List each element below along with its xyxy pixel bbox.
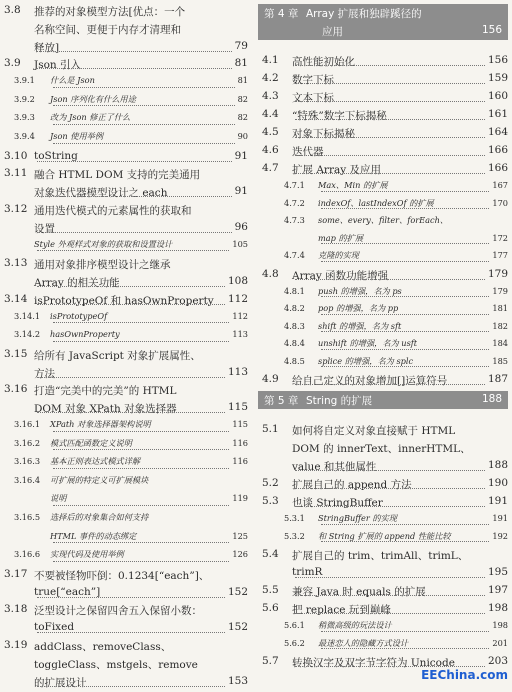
- toc-leader-dots: [37, 232, 232, 233]
- toc-leader-dots: [37, 686, 225, 687]
- toc-entry-title: 对象下标揭秘: [292, 128, 355, 140]
- toc-entry[interactable]: [258, 373, 508, 391]
- toc-leader-dots: [295, 83, 485, 84]
- toc-entry-title: map 的扩展: [318, 232, 364, 243]
- toc-entry[interactable]: [0, 75, 248, 94]
- toc-entry-title: toFixed: [34, 621, 75, 634]
- toc-entry-number: 4.8.5: [284, 355, 305, 366]
- chapter-title: 应用: [322, 26, 343, 38]
- toc-entry[interactable]: [0, 257, 248, 293]
- toc-entry-page: 170: [492, 197, 508, 208]
- chapter-label: 第 4 章: [264, 8, 299, 20]
- toc-leader-dots: [37, 51, 232, 52]
- toc-leader-dots: [321, 208, 489, 209]
- toc-entry-page: 126: [232, 549, 248, 560]
- toc-entry-number: 3.12: [4, 203, 28, 215]
- toc-leader-dots: [53, 561, 229, 562]
- toc-entry-title: 稍微高级的玩法设计: [318, 620, 392, 630]
- toc-entry-number: 3.9.1: [14, 75, 35, 86]
- toc-entry-title: 不要被怪物吓倒：0.1234[“each”]、: [34, 569, 210, 582]
- toc-entry[interactable]: [258, 72, 508, 90]
- toc-leader-dots: [295, 470, 485, 471]
- toc-entry-page: 115: [227, 401, 248, 414]
- toc-entry[interactable]: [0, 456, 248, 475]
- toc-entry[interactable]: [0, 131, 248, 150]
- toc-leader-dots: [321, 296, 489, 297]
- toc-entry-title: 克隆的实现: [318, 250, 359, 260]
- toc-entry-title: 通用对象排序模型设计之继承: [34, 259, 171, 272]
- toc-entry-number: 5.2: [262, 477, 279, 489]
- toc-entry-number: 5.6.2: [284, 637, 305, 648]
- toc-entry-number: 5.3.1: [284, 513, 305, 523]
- toc-entry-number: 3.14.2: [14, 329, 41, 340]
- toc-entry-number: 4.8.2: [284, 303, 305, 313]
- toc-entry-number: 3.16: [4, 383, 28, 396]
- toc-leader-dots: [295, 384, 485, 385]
- toc-leader-dots: [321, 243, 489, 244]
- toc-entry-number: 3.16.1: [14, 419, 41, 429]
- toc-entry[interactable]: [258, 162, 508, 180]
- toc-entry-number: 3.10: [4, 149, 28, 162]
- toc-entry-number: 3.16.4: [14, 474, 41, 485]
- toc-entry-title: shift 的增强，名为 sft: [318, 320, 402, 331]
- toc-entry-page: 164: [487, 126, 508, 138]
- toc-entry[interactable]: [0, 568, 248, 604]
- toc-entry-page: 177: [492, 250, 508, 260]
- toc-entry[interactable]: [258, 423, 508, 477]
- toc-entry-number: 4.9: [262, 373, 279, 385]
- toc-entry-page: 198: [487, 602, 508, 614]
- toc-entry[interactable]: [0, 329, 248, 348]
- toc-entry-title: “特殊”数字下标揭秘: [292, 110, 387, 122]
- toc-entry-number: 3.16.5: [14, 512, 41, 522]
- toc-entry-page: 197: [487, 584, 508, 596]
- toc-leader-dots: [295, 506, 485, 507]
- toc-leader-dots: [53, 124, 235, 125]
- toc-entry-title: indexOf、lastIndexOf 的扩展: [318, 197, 434, 208]
- toc-entry-number: 4.7.2: [284, 197, 305, 208]
- toc-entry-number: 3.8: [4, 4, 21, 16]
- toc-leader-dots: [53, 143, 235, 144]
- toc-entry-page: 112: [232, 310, 248, 321]
- toc-entry-page: 187: [487, 373, 508, 385]
- toc-entry-title: DOM 对象 XPath 对象选择器: [34, 403, 177, 416]
- toc-leader-dots: [295, 137, 485, 138]
- toc-entry-title: 扩展 Array 及应用: [292, 164, 381, 176]
- toc-entry-page: 181: [492, 303, 508, 313]
- toc-leader-dots: [53, 449, 229, 450]
- toc-entry-number: 5.1: [262, 423, 279, 435]
- toc-entry[interactable]: [258, 198, 508, 216]
- toc-leader-dots: [37, 161, 232, 162]
- toc-entry[interactable]: [0, 475, 248, 512]
- toc-entry-page: 188: [487, 459, 508, 471]
- toc-entry[interactable]: [0, 167, 248, 203]
- toc-entry-title: 实现代码及使用举例: [50, 549, 124, 560]
- toc-leader-dots: [37, 377, 225, 378]
- toc-entry-page: 191: [492, 513, 508, 523]
- toc-leader-dots: [37, 250, 229, 251]
- toc-entry-title: StringBuffer 的实现: [318, 513, 397, 523]
- chapter-heading: [258, 391, 508, 409]
- toc-entry-number: 4.7.1: [284, 180, 305, 190]
- toc-leader-dots: [53, 341, 229, 342]
- toc-leader-dots: [53, 505, 229, 506]
- toc-entry-number: 4.8.3: [284, 320, 305, 331]
- toc-entry-title: 把 replace 玩到巅峰: [292, 604, 391, 616]
- toc-entry-number: 3.15: [4, 347, 28, 360]
- toc-entry[interactable]: [0, 94, 248, 113]
- toc-entry-title: 可扩展的特定义可扩展模块: [50, 474, 149, 485]
- toc-entry[interactable]: [258, 548, 508, 584]
- toc-entry-title: 打造“完美中的完美”的 HTML: [34, 385, 177, 398]
- toc-entry-title: 扩展自己的 append 方法: [292, 479, 412, 491]
- toc-leader-dots: [321, 648, 489, 649]
- toc-leader-dots: [321, 314, 489, 315]
- toc-entry-number: 3.19: [4, 639, 28, 651]
- toc-leader-dots: [37, 632, 225, 633]
- toc-entry-title: Style 外观样式对象的获取和设置设计: [34, 238, 173, 249]
- toc-entry-page: 203: [487, 655, 508, 667]
- toc-entry-title: 方法: [34, 367, 55, 380]
- toc-leader-dots: [37, 196, 232, 197]
- toc-entry-page: 112: [227, 292, 248, 305]
- toc-entry-page: 108: [227, 274, 248, 287]
- toc-entry[interactable]: [258, 513, 508, 531]
- chapter-heading: [258, 4, 508, 40]
- toc-entry[interactable]: [0, 419, 248, 438]
- toc-entry-number: 4.8: [262, 267, 279, 280]
- toc-entry-page: 172: [492, 232, 508, 243]
- toc-entry[interactable]: [258, 531, 508, 549]
- toc-entry-number: 4.7.3: [284, 215, 305, 225]
- toc-leader-dots: [321, 331, 489, 332]
- toc-leader-dots: [295, 595, 485, 596]
- toc-entry[interactable]: [258, 602, 508, 620]
- toc-entry-title: hasOwnProperty: [50, 329, 120, 340]
- toc-entry[interactable]: [258, 250, 508, 268]
- toc-entry-page: 152: [227, 585, 248, 598]
- toc-entry-title: 如何将自定义对象直接赋于 HTML: [292, 425, 456, 437]
- chapter-page: 156: [481, 24, 502, 36]
- toc-entry-number: 3.16.2: [14, 437, 41, 448]
- toc-entry-page: 116: [232, 437, 248, 448]
- toc-entry-number: 5.7: [262, 655, 279, 667]
- toc-entry-page: 79: [234, 39, 248, 52]
- toc-entry-title: 最迷恋人的隐藏方式设计: [318, 637, 409, 648]
- toc-entry[interactable]: [0, 112, 248, 131]
- toc-entry-title: 模式匹配函数定义说明: [50, 437, 132, 448]
- chapter-title: Array 扩展和独辟蹊径的: [306, 8, 422, 20]
- toc-entry-title: 说明: [50, 493, 67, 504]
- toc-entry-title: 的扩展设计: [34, 676, 87, 689]
- toc-entry[interactable]: [0, 239, 248, 258]
- toc-entry-title: 推荐的对象模型方法[优点：一个: [34, 6, 186, 18]
- toc-entry[interactable]: [258, 144, 508, 162]
- toc-leader-dots: [321, 524, 489, 525]
- toc-entry-number: 3.13: [4, 257, 28, 270]
- toc-entry-title: splice 的增强，名为 splc: [318, 355, 414, 366]
- toc-entry-title: unshift 的增强，名为 usft: [318, 338, 418, 348]
- toc-leader-dots: [321, 366, 489, 367]
- toc-entry[interactable]: [258, 356, 508, 374]
- toc-leader-dots: [37, 68, 232, 69]
- toc-entry-number: 4.7.4: [284, 250, 305, 260]
- toc-entry[interactable]: [0, 512, 248, 549]
- toc-entry-title: 数字下标: [292, 74, 334, 86]
- toc-entry-page: 81: [237, 75, 248, 86]
- toc-entry[interactable]: [258, 638, 508, 656]
- toc-entry-title: 给所有 JavaScript 对象扩展属性、: [34, 349, 201, 362]
- toc-entry-number: 3.11: [4, 167, 28, 180]
- toc-entry-title: Array 的相关功能: [34, 276, 120, 289]
- toc-entry-page: 185: [492, 355, 508, 366]
- toc-entry-title: value 和其他属性: [292, 461, 377, 473]
- toc-entry-number: 3.9.3: [14, 112, 35, 123]
- toc-entry-page: 125: [232, 530, 248, 541]
- toc-entry-title: pop 的增强，名为 pp: [318, 303, 399, 313]
- toc-leader-dots: [53, 322, 229, 323]
- toc-entry-page: 96: [234, 220, 248, 233]
- toc-entry[interactable]: [258, 338, 508, 356]
- toc-entry[interactable]: [0, 603, 248, 639]
- toc-entry-number: 4.8.1: [284, 285, 305, 296]
- toc-leader-dots: [295, 488, 485, 489]
- toc-entry-title: 给自己定义的对象增加[]运算符号: [292, 375, 448, 387]
- toc-entry-number: 3.14: [4, 292, 28, 305]
- chapter-page: 188: [481, 393, 502, 405]
- toc-entry-number: 4.5: [262, 126, 279, 138]
- toc-entry[interactable]: [258, 108, 508, 126]
- toc-entry-page: 182: [492, 320, 508, 331]
- toc-entry[interactable]: [0, 639, 248, 692]
- toc-entry-page: 179: [487, 267, 508, 280]
- toc-entry-title: 也谈 StringBuffer: [292, 497, 383, 509]
- toc-entry-page: 156: [487, 54, 508, 66]
- toc-entry-page: 153: [227, 674, 248, 687]
- toc-entry[interactable]: [258, 90, 508, 108]
- toc-entry[interactable]: [258, 126, 508, 144]
- toc-entry-number: 3.9.4: [14, 131, 35, 141]
- toc-entry-page: 152: [227, 621, 248, 634]
- toc-entry-page: 195: [487, 566, 508, 578]
- toc-entry-page: 201: [492, 637, 508, 648]
- toc-entry-title: 对象迭代器模型设计之 each: [34, 187, 168, 200]
- toc-entry[interactable]: [258, 215, 508, 250]
- toc-entry-number: 3.14.1: [14, 310, 41, 321]
- toc-entry-title: 基本正则表达式模式详解: [50, 456, 141, 467]
- toc-entry-title: 转换汉字及双字节字符为 Unicode: [292, 657, 455, 669]
- chapter-title: String 的扩展: [306, 395, 373, 407]
- toc-entry[interactable]: [0, 57, 248, 75]
- toc-entry-title: isPrototypeOf 和 hasOwnProperty: [34, 294, 214, 307]
- toc-entry-number: 3.9.2: [14, 93, 35, 104]
- toc-entry-page: 179: [492, 285, 508, 296]
- toc-entry-number: 5.4: [262, 548, 279, 560]
- toc-entry[interactable]: [258, 620, 508, 638]
- toc-entry[interactable]: [0, 311, 248, 330]
- toc-leader-dots: [37, 412, 225, 413]
- toc-leader-dots: [295, 613, 485, 614]
- toc-entry-title: 扩展自己的 trim、trimAll、trimL、: [292, 550, 469, 562]
- toc-leader-dots: [295, 666, 485, 667]
- toc-entry-page: 113: [232, 329, 248, 340]
- toc-entry[interactable]: [0, 150, 248, 168]
- toc-entry-page: 166: [487, 162, 508, 174]
- toc-entry-number: 3.18: [4, 603, 28, 616]
- toc-entry-title: toString: [34, 149, 78, 162]
- toc-leader-dots: [295, 279, 485, 280]
- toc-leader-dots: [37, 286, 225, 287]
- toc-entry-title: 名称空间、更便于内存才清理和: [34, 23, 181, 36]
- toc-entry[interactable]: [0, 383, 248, 419]
- toc-leader-dots: [53, 542, 229, 543]
- toc-entry-number: 4.8.4: [284, 338, 305, 348]
- toc-leader-dots: [321, 541, 489, 542]
- toc-leader-dots: [295, 119, 485, 120]
- toc-entry-number: 3.9: [4, 57, 21, 70]
- toc-entry-title: addClass、removeClass、: [34, 641, 172, 653]
- toc-leader-dots: [295, 577, 485, 578]
- toc-entry-number: 4.4: [262, 108, 279, 120]
- toc-leader-dots: [295, 173, 485, 174]
- toc-leader-dots: [321, 261, 489, 262]
- toc-entry-title: DOM 的 innerText、innerHTML、: [292, 443, 471, 455]
- toc-entry-title: 和 String 扩展的 append 性能比较: [318, 530, 451, 541]
- toc-entry-title: toggleClass、mstgels、remove: [34, 658, 198, 671]
- toc-entry-page: 160: [487, 90, 508, 102]
- toc-entry-number: 4.7: [262, 162, 279, 174]
- toc-entry-title: 迭代器: [292, 146, 324, 158]
- toc-entry-title: some、every、filter、forEach、: [318, 215, 449, 225]
- toc-entry-title: 改为 Json 修正了什么: [50, 112, 131, 123]
- toc-entry-title: 泛型设计之保留四舍五入保留小数：: [34, 605, 202, 618]
- toc-entry-number: 5.6: [262, 602, 279, 614]
- toc-entry-title: Json 引入: [34, 59, 82, 72]
- toc-leader-dots: [295, 101, 485, 102]
- toc-entry-number: 5.6.1: [284, 620, 305, 630]
- toc-entry[interactable]: [258, 286, 508, 304]
- toc-entry-page: 116: [232, 456, 248, 467]
- toc-leader-dots: [53, 105, 235, 106]
- toc-entry-title: true[“each”]: [34, 585, 101, 598]
- toc-entry[interactable]: [258, 477, 508, 495]
- toc-entry-title: 通用迭代模式的元素属性的获取和: [34, 205, 192, 217]
- toc-leader-dots: [321, 631, 489, 632]
- toc-entry-title: Json 序列化有什么用途: [50, 93, 136, 104]
- toc-entry-number: 4.1: [262, 54, 279, 66]
- toc-entry-title: Max、Min 的扩展: [318, 180, 388, 190]
- toc-leader-dots: [37, 597, 225, 598]
- toc-entry-title: Json 使用举例: [50, 131, 104, 141]
- toc-entry-page: 113: [227, 365, 248, 378]
- toc-entry[interactable]: [0, 438, 248, 457]
- toc-entry-title: 什么是 Json: [50, 75, 95, 86]
- toc-entry-number: 3.16.3: [14, 456, 41, 467]
- toc-entry-title: 融合 HTML DOM 支持的完美通用: [34, 169, 201, 182]
- toc-entry[interactable]: [0, 549, 248, 568]
- toc-entry[interactable]: [0, 203, 248, 239]
- toc-entry[interactable]: [0, 348, 248, 384]
- toc-entry-number: 4.6: [262, 144, 279, 156]
- watermark: EEChina.com: [421, 668, 508, 682]
- toc-entry-title: 释放]: [34, 41, 60, 54]
- toc-entry-title: XPath 对象选择器架构说明: [50, 419, 151, 429]
- toc-entry[interactable]: [258, 268, 508, 286]
- toc-entry-number: 4.2: [262, 72, 279, 84]
- toc-entry-title: trimR: [292, 566, 323, 578]
- toc-entry[interactable]: [0, 4, 248, 57]
- toc-entry[interactable]: [258, 495, 508, 513]
- toc-entry-number: 5.3: [262, 495, 279, 507]
- toc-entry-title: 兼容 Java 时 equals 的扩展: [292, 586, 426, 598]
- toc-entry-page: 90: [237, 131, 248, 141]
- toc-leader-dots: [37, 304, 225, 305]
- toc-entry-title: isPrototypeOf: [50, 310, 108, 321]
- toc-entry[interactable]: [258, 180, 508, 198]
- toc-entry-page: 119: [232, 493, 248, 504]
- toc-entry[interactable]: [258, 54, 508, 72]
- toc-leader-dots: [53, 431, 229, 432]
- toc-entry-number: 3.17: [4, 567, 28, 580]
- toc-entry-number: 4.3: [262, 90, 279, 102]
- toc-entry-title: 高性能初始化: [292, 56, 355, 68]
- toc-leader-dots: [53, 87, 235, 88]
- toc-entry-page: 184: [492, 338, 508, 348]
- toc-entry[interactable]: [258, 321, 508, 339]
- toc-entry-number: 5.3.2: [284, 530, 305, 541]
- toc-entry-page: 159: [487, 72, 508, 84]
- toc-entry-title: Array 函数功能增强: [292, 269, 389, 282]
- toc-entry-page: 190: [487, 477, 508, 489]
- toc-entry-page: 167: [492, 180, 508, 190]
- toc-entry-page: 166: [487, 144, 508, 156]
- toc-entry[interactable]: [258, 303, 508, 321]
- toc-entry-page: 192: [492, 530, 508, 541]
- toc-leader-dots: [295, 155, 485, 156]
- toc-entry-title: push 的增强，名为 ps: [318, 285, 402, 296]
- toc-entry-page: 91: [234, 149, 248, 162]
- toc-entry-page: 82: [237, 93, 248, 104]
- toc-entry-number: 3.16.6: [14, 549, 41, 560]
- toc-entry-title: 文本下标: [292, 92, 334, 104]
- toc-entry-page: 91: [234, 185, 248, 198]
- toc-entry-page: 198: [492, 620, 508, 630]
- toc-leader-dots: [321, 191, 489, 192]
- toc-entry-page: 161: [487, 108, 508, 120]
- toc-entry-page: 191: [487, 495, 508, 507]
- toc-entry-title: HTML 事件的动态绑定: [50, 530, 137, 541]
- toc-entry[interactable]: [258, 584, 508, 602]
- toc-entry-page: 105: [232, 238, 248, 249]
- toc-leader-dots: [53, 468, 229, 469]
- toc-entry-number: 5.5: [262, 584, 279, 596]
- toc-entry-page: 82: [237, 112, 248, 123]
- toc-entry[interactable]: [0, 293, 248, 311]
- toc-leader-dots: [295, 65, 485, 66]
- toc-entry-title: 设置: [34, 222, 55, 235]
- toc-leader-dots: [321, 349, 489, 350]
- toc-entry-page: 115: [232, 419, 248, 429]
- chapter-label: 第 5 章: [264, 395, 299, 407]
- toc-entry-title: 选择后的对象集合如何支持: [50, 512, 149, 522]
- toc-entry-page: 81: [234, 57, 248, 70]
